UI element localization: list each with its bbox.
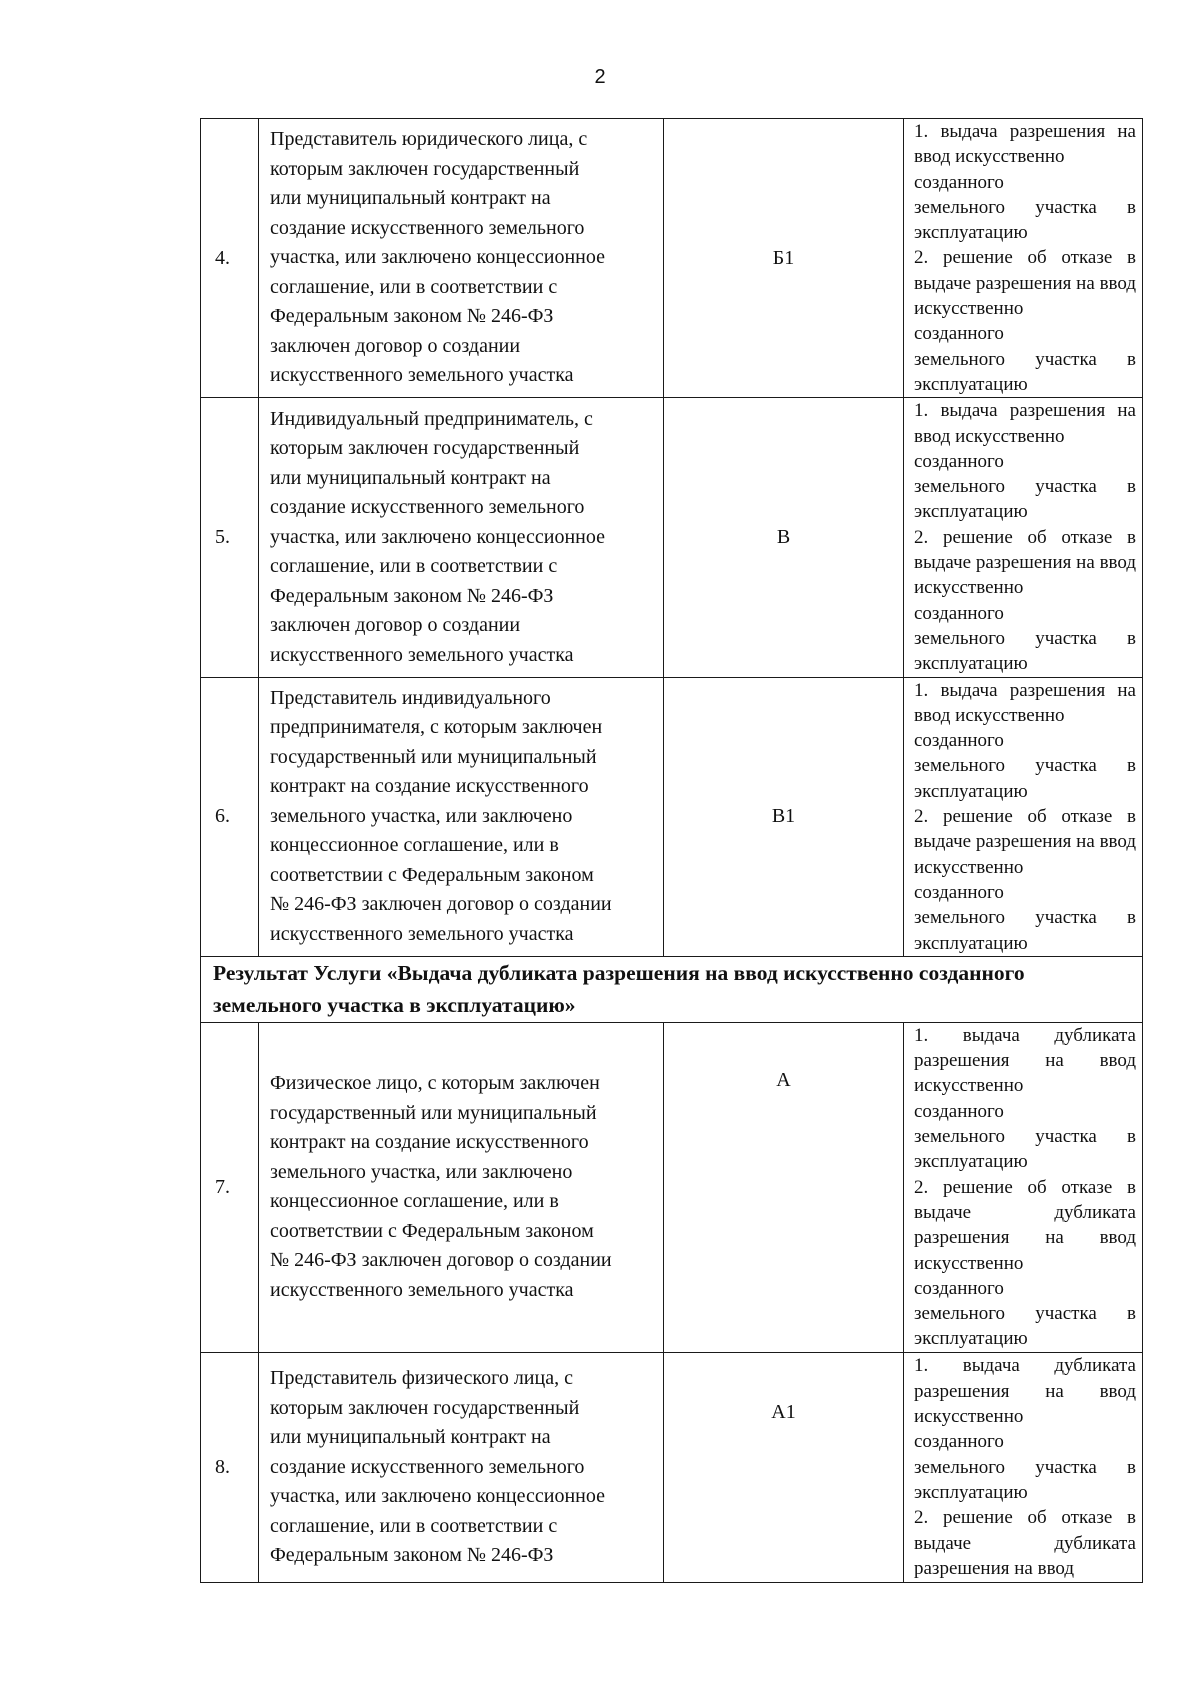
applicant-description: Представитель индивидуального предпринимателя, с которым заключен государственный или муниципальный контракт на создание искусственного земельного участка, или заключено концессионное соглашение, или в соответствии с Федеральным законом № 246-ФЗ заключен договор о создании искусственного земельного участка [259,677,664,956]
applicant-description: Представитель физического лица, с которым заключен государственный или муниципальный контракт на создание искусственного земельного участка, или заключено концессионное соглашение, или в соответствии с Федеральным законом № 246-ФЗ [259,1352,664,1582]
applicant-code-text: А1 [771,1400,796,1423]
row-number: 7. [201,1022,259,1352]
service-result: 1. выдача дубликата разрешения на ввод искусственно созданного земельного участка в эксплуатацию 2. решение об отказе в выдаче дубликата разрешения на ввод [904,1352,1143,1582]
services-table [200,118,1143,1583]
applicant-description: Физическое лицо, с которым заключен государственный или муниципальный контракт на создание искусственного земельного участка, или заключено концессионное соглашение, или в соответствии с Федеральным законом № 246-ФЗ заключен договор о создании искусственного земельного участка [259,1022,664,1352]
applicant-code-text: А [776,1068,791,1091]
section-heading: Результат Услуги «Выдача дубликата разрешения на ввод искусственно созданного земельного участка в эксплуатацию» [201,956,1143,1022]
section-heading-row [201,956,1143,1022]
applicant-code: Б1 [664,119,904,398]
service-result: 1. выдача разрешения на ввод искусственно созданного земельного участка в эксплуатацию 2. решение об отказе в выдаче разрешения на ввод искусственно созданного земельного участка в эксплуатацию [904,119,1143,398]
row-number: 5. [201,398,259,677]
applicant-code: В [664,398,904,677]
table-row [201,398,1143,677]
service-result: 1. выдача дубликата разрешения на ввод искусственно созданного земельного участка в эксплуатацию 2. решение об отказе в выдаче дубликата разрешения на ввод искусственно созданного земельного участка в эксплуатацию [904,1022,1143,1352]
applicant-code: В1 [664,677,904,956]
table-row [201,1022,1143,1352]
table-row [201,677,1143,956]
page-number: 2 [594,66,606,88]
service-result: 1. выдача разрешения на ввод искусственно созданного земельного участка в эксплуатацию 2. решение об отказе в выдаче разрешения на ввод искусственно созданного земельного участка в эксплуатацию [904,677,1143,956]
row-number: 4. [201,119,259,398]
applicant-description: Индивидуальный предприниматель, с которым заключен государственный или муниципальный контракт на создание искусственного земельного участка, или заключено концессионное соглашение, или в соответствии с Федеральным законом № 246-ФЗ заключен договор о создании искусственного земельного участка [259,398,664,677]
applicant-description: Представитель юридического лица, с которым заключен государственный или муниципальный контракт на создание искусственного земельного участка, или заключено концессионное соглашение, или в соответствии с Федеральным законом № 246-ФЗ заключен договор о создании искусственного земельного участка [259,119,664,398]
service-result: 1. выдача разрешения на ввод искусственно созданного земельного участка в эксплуатацию 2. решение об отказе в выдаче разрешения на ввод искусственно созданного земельного участка в эксплуатацию [904,398,1143,677]
applicant-code [664,1022,904,1352]
table-row [201,119,1143,398]
table-row [201,1352,1143,1582]
row-number: 8. [201,1352,259,1582]
applicant-code [664,1352,904,1582]
row-number: 6. [201,677,259,956]
